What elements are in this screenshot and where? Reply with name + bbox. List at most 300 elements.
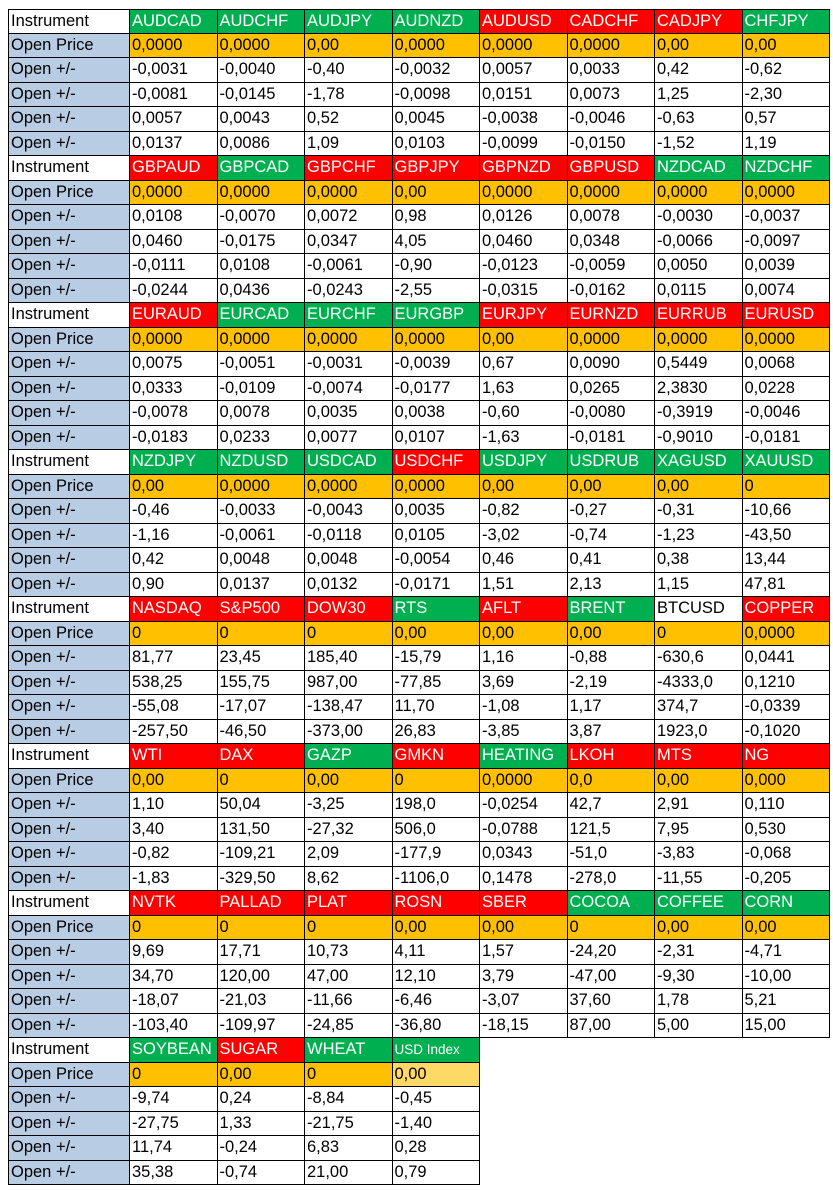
open-price-cell[interactable]: 0,0000 <box>393 328 481 353</box>
open-delta-cell[interactable]: -0,0123 <box>480 254 568 279</box>
open-price-cell[interactable]: 0,0000 <box>568 181 656 206</box>
open-delta-cell[interactable]: -0,0051 <box>218 352 306 377</box>
open-price-cell[interactable]: 0,0000 <box>743 328 831 353</box>
open-delta-cell[interactable]: 34,70 <box>130 965 218 990</box>
open-delta-cell[interactable]: -0,88 <box>568 646 656 671</box>
open-delta-cell[interactable]: -0,0788 <box>480 818 568 843</box>
open-delta-cell[interactable]: -0,0181 <box>568 426 656 451</box>
instrument-name-cell[interactable]: ROSN <box>393 891 481 916</box>
instrument-name-cell[interactable]: PLAT <box>305 891 393 916</box>
open-price-cell[interactable]: 0,0000 <box>130 34 218 59</box>
instrument-name-cell[interactable]: AFLT <box>480 597 568 622</box>
open-delta-cell[interactable]: 42,7 <box>568 793 656 818</box>
open-delta-cell[interactable]: -0,0177 <box>393 377 481 402</box>
open-delta-cell[interactable]: -4333,0 <box>655 671 743 696</box>
open-delta-cell[interactable]: -0,0109 <box>218 377 306 402</box>
open-delta-cell[interactable]: -0,0059 <box>568 254 656 279</box>
instrument-name-cell[interactable]: NZDUSD <box>218 450 306 475</box>
open-price-cell[interactable]: 0 <box>130 916 218 941</box>
open-delta-cell[interactable]: -1,16 <box>130 524 218 549</box>
instrument-name-cell[interactable]: NZDCAD <box>655 156 743 181</box>
open-price-cell[interactable]: 0,0000 <box>305 328 393 353</box>
open-delta-cell[interactable]: 0,5449 <box>655 352 743 377</box>
open-delta-cell[interactable]: 506,0 <box>393 818 481 843</box>
open-delta-cell[interactable]: -278,0 <box>568 867 656 892</box>
instrument-name-cell[interactable]: BTCUSD <box>655 597 743 622</box>
open-delta-cell[interactable]: 0,98 <box>393 205 481 230</box>
open-delta-cell[interactable]: 0,0078 <box>218 401 306 426</box>
open-delta-cell[interactable]: 37,60 <box>568 989 656 1014</box>
open-delta-cell[interactable]: 0,0038 <box>393 401 481 426</box>
instrument-name-cell[interactable]: USDRUB <box>568 450 656 475</box>
instrument-name-cell[interactable]: NZDJPY <box>130 450 218 475</box>
open-price-cell[interactable]: 0,0000 <box>743 622 831 647</box>
open-delta-cell[interactable]: 0,0265 <box>568 377 656 402</box>
open-delta-cell[interactable]: -0,0150 <box>568 132 656 157</box>
open-delta-cell[interactable]: 987,00 <box>305 671 393 696</box>
instrument-name-cell[interactable]: GBPJPY <box>393 156 481 181</box>
instrument-name-cell[interactable]: HEATING <box>480 744 568 769</box>
open-delta-cell[interactable]: 121,5 <box>568 818 656 843</box>
open-price-cell[interactable]: 0 <box>305 916 393 941</box>
open-price-cell[interactable]: 0,0000 <box>393 34 481 59</box>
open-delta-cell[interactable]: 2,13 <box>568 573 656 598</box>
open-delta-cell[interactable]: -0,0078 <box>130 401 218 426</box>
open-price-cell[interactable]: 0,00 <box>218 1063 306 1088</box>
open-delta-cell[interactable]: 185,40 <box>305 646 393 671</box>
open-delta-cell[interactable]: -0,0043 <box>305 499 393 524</box>
open-delta-cell[interactable]: -0,0315 <box>480 279 568 304</box>
instrument-name-cell[interactable]: SBER <box>480 891 568 916</box>
open-delta-cell[interactable]: -0,0111 <box>130 254 218 279</box>
open-delta-cell[interactable]: 538,25 <box>130 671 218 696</box>
open-delta-cell[interactable]: 7,95 <box>655 818 743 843</box>
open-price-cell[interactable]: 0,000 <box>743 769 831 794</box>
open-delta-cell[interactable]: -24,20 <box>568 940 656 965</box>
open-price-cell[interactable]: 0,00 <box>393 181 481 206</box>
open-delta-cell[interactable]: -0,0061 <box>305 254 393 279</box>
open-delta-cell[interactable]: -630,6 <box>655 646 743 671</box>
open-delta-cell[interactable]: -0,0040 <box>218 58 306 83</box>
open-delta-cell[interactable]: -0,0031 <box>130 58 218 83</box>
open-delta-cell[interactable]: 0,0108 <box>130 205 218 230</box>
instrument-name-cell[interactable]: CORN <box>743 891 831 916</box>
open-price-cell[interactable]: 0,00 <box>480 916 568 941</box>
open-delta-cell[interactable]: 0,0057 <box>130 107 218 132</box>
open-delta-cell[interactable]: -0,068 <box>743 842 831 867</box>
open-delta-cell[interactable]: 6,83 <box>305 1136 393 1161</box>
open-delta-cell[interactable]: 4,11 <box>393 940 481 965</box>
open-delta-cell[interactable]: 0,0460 <box>480 230 568 255</box>
open-delta-cell[interactable]: -2,55 <box>393 279 481 304</box>
open-delta-cell[interactable]: 0,0151 <box>480 83 568 108</box>
open-delta-cell[interactable]: 0,0460 <box>130 230 218 255</box>
instrument-name-cell[interactable]: WHEAT <box>305 1038 393 1063</box>
open-price-cell[interactable]: 0,00 <box>130 475 218 500</box>
instrument-name-cell[interactable]: SOYBEAN <box>130 1038 218 1063</box>
open-delta-cell[interactable]: -17,07 <box>218 695 306 720</box>
open-delta-cell[interactable]: 0,0039 <box>743 254 831 279</box>
open-delta-cell[interactable]: 0,0048 <box>305 548 393 573</box>
open-price-cell[interactable]: 0,0000 <box>305 475 393 500</box>
open-delta-cell[interactable]: 0,0137 <box>218 573 306 598</box>
instrument-name-cell[interactable]: EURCHF <box>305 303 393 328</box>
open-delta-cell[interactable]: -0,0181 <box>743 426 831 451</box>
open-delta-cell[interactable]: -0,0081 <box>130 83 218 108</box>
open-delta-cell[interactable]: 5,00 <box>655 1014 743 1039</box>
open-delta-cell[interactable]: 198,0 <box>393 793 481 818</box>
instrument-name-cell[interactable]: CHFJPY <box>743 9 831 34</box>
open-delta-cell[interactable]: 0,0086 <box>218 132 306 157</box>
open-delta-cell[interactable]: 0,0033 <box>568 58 656 83</box>
open-delta-cell[interactable]: 17,71 <box>218 940 306 965</box>
open-delta-cell[interactable]: -0,0080 <box>568 401 656 426</box>
open-delta-cell[interactable]: 0,0090 <box>568 352 656 377</box>
open-price-cell[interactable]: 0 <box>305 622 393 647</box>
open-delta-cell[interactable]: 23,45 <box>218 646 306 671</box>
open-delta-cell[interactable]: 0,0105 <box>393 524 481 549</box>
open-delta-cell[interactable]: -0,0061 <box>218 524 306 549</box>
open-delta-cell[interactable]: 1,19 <box>743 132 831 157</box>
open-delta-cell[interactable]: 87,00 <box>568 1014 656 1039</box>
open-delta-cell[interactable]: 0,0050 <box>655 254 743 279</box>
instrument-name-cell[interactable]: MTS <box>655 744 743 769</box>
open-delta-cell[interactable]: -36,80 <box>393 1014 481 1039</box>
open-delta-cell[interactable]: -21,75 <box>305 1112 393 1137</box>
open-price-cell[interactable]: 0,0000 <box>218 475 306 500</box>
open-delta-cell[interactable]: -0,0099 <box>480 132 568 157</box>
open-delta-cell[interactable]: 0,38 <box>655 548 743 573</box>
open-delta-cell[interactable]: 0,530 <box>743 818 831 843</box>
open-delta-cell[interactable]: 0,0103 <box>393 132 481 157</box>
open-delta-cell[interactable]: 0,0107 <box>393 426 481 451</box>
open-price-cell[interactable]: 0,0000 <box>130 328 218 353</box>
instrument-name-cell[interactable]: RTS <box>393 597 481 622</box>
open-delta-cell[interactable]: 0,0348 <box>568 230 656 255</box>
open-delta-cell[interactable]: -177,9 <box>393 842 481 867</box>
open-delta-cell[interactable]: 50,04 <box>218 793 306 818</box>
open-delta-cell[interactable]: -77,85 <box>393 671 481 696</box>
open-delta-cell[interactable]: -0,31 <box>655 499 743 524</box>
open-delta-cell[interactable]: -0,0038 <box>480 107 568 132</box>
open-delta-cell[interactable]: 0,0228 <box>743 377 831 402</box>
open-price-cell[interactable]: 0,0000 <box>218 328 306 353</box>
instrument-name-cell[interactable]: NASDAQ <box>130 597 218 622</box>
open-delta-cell[interactable]: 1,33 <box>218 1112 306 1137</box>
open-delta-cell[interactable]: -51,0 <box>568 842 656 867</box>
open-delta-cell[interactable]: 1,78 <box>655 989 743 1014</box>
open-delta-cell[interactable]: 0,0108 <box>218 254 306 279</box>
open-delta-cell[interactable]: 0,0233 <box>218 426 306 451</box>
open-delta-cell[interactable]: -0,74 <box>568 524 656 549</box>
instrument-name-cell[interactable]: WTI <box>130 744 218 769</box>
open-price-cell[interactable]: 0,0000 <box>480 769 568 794</box>
open-delta-cell[interactable]: 11,70 <box>393 695 481 720</box>
open-delta-cell[interactable]: 21,00 <box>305 1161 393 1186</box>
instrument-name-cell[interactable]: DOW30 <box>305 597 393 622</box>
open-price-cell[interactable]: 0 <box>218 916 306 941</box>
open-delta-cell[interactable]: 0,42 <box>655 58 743 83</box>
open-delta-cell[interactable]: -1,63 <box>480 426 568 451</box>
open-delta-cell[interactable]: -1,78 <box>305 83 393 108</box>
instrument-name-cell[interactable]: AUDNZD <box>393 9 481 34</box>
open-delta-cell[interactable]: 0,0436 <box>218 279 306 304</box>
instrument-name-cell[interactable]: NVTK <box>130 891 218 916</box>
open-delta-cell[interactable]: -257,50 <box>130 720 218 745</box>
open-delta-cell[interactable]: -103,40 <box>130 1014 218 1039</box>
open-price-cell[interactable]: 0 <box>568 916 656 941</box>
open-price-cell[interactable]: 0,0000 <box>218 181 306 206</box>
open-delta-cell[interactable]: 0,0068 <box>743 352 831 377</box>
instrument-name-cell[interactable]: GBPCAD <box>218 156 306 181</box>
open-delta-cell[interactable]: 3,69 <box>480 671 568 696</box>
open-delta-cell[interactable]: -0,0074 <box>305 377 393 402</box>
open-delta-cell[interactable]: -0,62 <box>743 58 831 83</box>
open-delta-cell[interactable]: -0,0183 <box>130 426 218 451</box>
instrument-name-cell[interactable]: XAUUSD <box>743 450 831 475</box>
instrument-name-cell[interactable]: EURAUD <box>130 303 218 328</box>
instrument-name-cell[interactable]: CADJPY <box>655 9 743 34</box>
open-delta-cell[interactable]: -0,0039 <box>393 352 481 377</box>
open-delta-cell[interactable]: 0,41 <box>568 548 656 573</box>
open-delta-cell[interactable]: 0,0115 <box>655 279 743 304</box>
open-price-cell[interactable]: 0,0000 <box>743 181 831 206</box>
open-delta-cell[interactable]: 10,73 <box>305 940 393 965</box>
open-delta-cell[interactable]: 120,00 <box>218 965 306 990</box>
instrument-name-cell[interactable]: USDJPY <box>480 450 568 475</box>
instrument-name-cell[interactable]: S&P500 <box>218 597 306 622</box>
open-delta-cell[interactable]: -18,15 <box>480 1014 568 1039</box>
open-delta-cell[interactable]: -15,79 <box>393 646 481 671</box>
open-delta-cell[interactable]: 0,90 <box>130 573 218 598</box>
open-delta-cell[interactable]: -2,30 <box>743 83 831 108</box>
open-delta-cell[interactable]: 12,10 <box>393 965 481 990</box>
open-delta-cell[interactable]: -0,3919 <box>655 401 743 426</box>
open-delta-cell[interactable]: -0,60 <box>480 401 568 426</box>
open-delta-cell[interactable]: 3,87 <box>568 720 656 745</box>
open-price-cell[interactable]: 0,00 <box>568 475 656 500</box>
open-delta-cell[interactable]: -2,19 <box>568 671 656 696</box>
open-delta-cell[interactable]: -0,27 <box>568 499 656 524</box>
open-delta-cell[interactable]: -21,03 <box>218 989 306 1014</box>
open-delta-cell[interactable]: 0,0035 <box>393 499 481 524</box>
open-delta-cell[interactable]: 0,0045 <box>393 107 481 132</box>
open-delta-cell[interactable]: -27,32 <box>305 818 393 843</box>
open-delta-cell[interactable]: 0,46 <box>480 548 568 573</box>
open-delta-cell[interactable]: 1,10 <box>130 793 218 818</box>
open-delta-cell[interactable]: -0,0037 <box>743 205 831 230</box>
open-delta-cell[interactable]: 0,67 <box>480 352 568 377</box>
open-delta-cell[interactable]: 26,83 <box>393 720 481 745</box>
open-delta-cell[interactable]: -0,0033 <box>218 499 306 524</box>
instrument-name-cell[interactable]: PALLAD <box>218 891 306 916</box>
open-delta-cell[interactable]: -3,07 <box>480 989 568 1014</box>
open-delta-cell[interactable]: -55,08 <box>130 695 218 720</box>
open-delta-cell[interactable]: -3,85 <box>480 720 568 745</box>
open-delta-cell[interactable]: -0,24 <box>218 1136 306 1161</box>
instrument-name-cell[interactable]: XAGUSD <box>655 450 743 475</box>
open-delta-cell[interactable]: 0,79 <box>393 1161 481 1186</box>
open-delta-cell[interactable]: -27,75 <box>130 1112 218 1137</box>
open-delta-cell[interactable]: -0,0032 <box>393 58 481 83</box>
open-delta-cell[interactable]: -0,0046 <box>743 401 831 426</box>
open-delta-cell[interactable]: 155,75 <box>218 671 306 696</box>
open-price-cell[interactable]: 0,0000 <box>130 181 218 206</box>
open-delta-cell[interactable]: -1,40 <box>393 1112 481 1137</box>
open-delta-cell[interactable]: 0,1478 <box>480 867 568 892</box>
open-delta-cell[interactable]: 0,0078 <box>568 205 656 230</box>
open-delta-cell[interactable]: 3,40 <box>130 818 218 843</box>
open-price-cell[interactable]: 0,00 <box>480 622 568 647</box>
open-delta-cell[interactable]: -6,46 <box>393 989 481 1014</box>
instrument-name-cell[interactable]: GBPNZD <box>480 156 568 181</box>
open-delta-cell[interactable]: -0,0145 <box>218 83 306 108</box>
open-delta-cell[interactable]: 1,17 <box>568 695 656 720</box>
open-price-cell[interactable]: 0,00 <box>305 34 393 59</box>
instrument-name-cell[interactable]: USDCHF <box>393 450 481 475</box>
open-price-cell[interactable]: 0,00 <box>393 916 481 941</box>
open-delta-cell[interactable]: 13,44 <box>743 548 831 573</box>
open-delta-cell[interactable]: 2,3830 <box>655 377 743 402</box>
open-delta-cell[interactable]: 0,0043 <box>218 107 306 132</box>
open-delta-cell[interactable]: -11,55 <box>655 867 743 892</box>
open-delta-cell[interactable]: -24,85 <box>305 1014 393 1039</box>
instrument-name-cell[interactable]: AUDJPY <box>305 9 393 34</box>
instrument-name-cell[interactable]: GBPCHF <box>305 156 393 181</box>
open-delta-cell[interactable]: -138,47 <box>305 695 393 720</box>
open-delta-cell[interactable]: -8,84 <box>305 1087 393 1112</box>
open-delta-cell[interactable]: 374,7 <box>655 695 743 720</box>
open-delta-cell[interactable]: -0,0254 <box>480 793 568 818</box>
open-delta-cell[interactable]: -0,0243 <box>305 279 393 304</box>
open-price-cell[interactable]: 0,00 <box>655 34 743 59</box>
open-delta-cell[interactable]: 0,1210 <box>743 671 831 696</box>
open-delta-cell[interactable]: 0,0048 <box>218 548 306 573</box>
open-delta-cell[interactable]: 0,0072 <box>305 205 393 230</box>
open-price-cell[interactable]: 0 <box>393 769 481 794</box>
instrument-name-cell[interactable]: BRENT <box>568 597 656 622</box>
instrument-name-cell[interactable]: SUGAR <box>218 1038 306 1063</box>
open-delta-cell[interactable]: -0,46 <box>130 499 218 524</box>
open-price-cell[interactable]: 0 <box>130 1063 218 1088</box>
open-delta-cell[interactable]: 0,0057 <box>480 58 568 83</box>
open-delta-cell[interactable]: -0,0066 <box>655 230 743 255</box>
open-delta-cell[interactable]: 1923,0 <box>655 720 743 745</box>
open-delta-cell[interactable]: -4,71 <box>743 940 831 965</box>
open-delta-cell[interactable]: 4,05 <box>393 230 481 255</box>
open-price-cell[interactable]: 0,0000 <box>480 34 568 59</box>
open-delta-cell[interactable]: -1,23 <box>655 524 743 549</box>
open-delta-cell[interactable]: -1106,0 <box>393 867 481 892</box>
open-delta-cell[interactable]: 0,0035 <box>305 401 393 426</box>
open-delta-cell[interactable]: 1,16 <box>480 646 568 671</box>
open-price-cell[interactable]: 0 <box>655 622 743 647</box>
instrument-name-cell[interactable]: AUDCAD <box>130 9 218 34</box>
instrument-name-cell[interactable]: AUDUSD <box>480 9 568 34</box>
open-delta-cell[interactable]: -3,25 <box>305 793 393 818</box>
open-delta-cell[interactable]: -0,82 <box>130 842 218 867</box>
open-price-cell[interactable]: 0,00 <box>655 916 743 941</box>
instrument-name-cell[interactable]: NG <box>743 744 831 769</box>
instrument-name-cell[interactable]: GBPUSD <box>568 156 656 181</box>
open-delta-cell[interactable]: -1,08 <box>480 695 568 720</box>
open-delta-cell[interactable]: 2,09 <box>305 842 393 867</box>
open-delta-cell[interactable]: 47,81 <box>743 573 831 598</box>
open-price-cell[interactable]: 0,0000 <box>305 181 393 206</box>
open-delta-cell[interactable]: 0,0126 <box>480 205 568 230</box>
open-delta-cell[interactable]: -0,0070 <box>218 205 306 230</box>
open-delta-cell[interactable]: -47,00 <box>568 965 656 990</box>
open-price-cell[interactable]: 0 <box>218 769 306 794</box>
instrument-name-cell[interactable]: EURUSD <box>743 303 831 328</box>
instrument-name-cell[interactable]: EURJPY <box>480 303 568 328</box>
open-delta-cell[interactable]: -3,02 <box>480 524 568 549</box>
open-price-cell[interactable]: 0,0000 <box>568 328 656 353</box>
instrument-name-cell[interactable]: USDCAD <box>305 450 393 475</box>
open-delta-cell[interactable]: -0,0244 <box>130 279 218 304</box>
open-delta-cell[interactable]: -0,82 <box>480 499 568 524</box>
open-delta-cell[interactable]: 8,62 <box>305 867 393 892</box>
open-price-cell[interactable]: 0,0000 <box>655 328 743 353</box>
open-delta-cell[interactable]: 5,21 <box>743 989 831 1014</box>
open-price-cell[interactable]: 0,00 <box>568 622 656 647</box>
open-delta-cell[interactable]: -0,0162 <box>568 279 656 304</box>
open-delta-cell[interactable]: 0,0075 <box>130 352 218 377</box>
open-price-cell[interactable]: 0,00 <box>743 916 831 941</box>
instrument-name-cell[interactable]: GAZP <box>305 744 393 769</box>
open-price-cell[interactable]: 0,00 <box>480 475 568 500</box>
open-delta-cell[interactable]: -46,50 <box>218 720 306 745</box>
instrument-name-cell[interactable]: LKOH <box>568 744 656 769</box>
open-delta-cell[interactable]: -10,66 <box>743 499 831 524</box>
open-delta-cell[interactable]: 0,0343 <box>480 842 568 867</box>
open-delta-cell[interactable]: -0,90 <box>393 254 481 279</box>
open-delta-cell[interactable]: 0,0074 <box>743 279 831 304</box>
open-price-cell[interactable]: 0,00 <box>305 769 393 794</box>
open-delta-cell[interactable]: 9,69 <box>130 940 218 965</box>
open-delta-cell[interactable]: 0,0073 <box>568 83 656 108</box>
open-delta-cell[interactable]: 0,0132 <box>305 573 393 598</box>
open-delta-cell[interactable]: -1,83 <box>130 867 218 892</box>
open-delta-cell[interactable]: 1,25 <box>655 83 743 108</box>
open-delta-cell[interactable]: 0,0333 <box>130 377 218 402</box>
open-delta-cell[interactable]: -0,0118 <box>305 524 393 549</box>
open-delta-cell[interactable]: -1,52 <box>655 132 743 157</box>
open-delta-cell[interactable]: -0,0171 <box>393 573 481 598</box>
instrument-name-cell[interactable]: AUDCHF <box>218 9 306 34</box>
open-delta-cell[interactable]: 0,0347 <box>305 230 393 255</box>
open-price-cell[interactable]: 0 <box>743 475 831 500</box>
open-delta-cell[interactable]: -11,66 <box>305 989 393 1014</box>
open-delta-cell[interactable]: -0,40 <box>305 58 393 83</box>
open-delta-cell[interactable]: 0,42 <box>130 548 218 573</box>
instrument-name-cell[interactable]: NZDCHF <box>743 156 831 181</box>
open-delta-cell[interactable]: -0,74 <box>218 1161 306 1186</box>
instrument-name-cell[interactable]: EURGBP <box>393 303 481 328</box>
open-price-cell[interactable]: 0,00 <box>393 622 481 647</box>
instrument-name-cell[interactable]: COCOA <box>568 891 656 916</box>
open-delta-cell[interactable]: 0,24 <box>218 1087 306 1112</box>
instrument-name-cell[interactable]: USD Index <box>393 1038 481 1063</box>
open-delta-cell[interactable]: -0,0175 <box>218 230 306 255</box>
open-price-cell[interactable]: 0,0000 <box>568 34 656 59</box>
open-delta-cell[interactable]: 0,0441 <box>743 646 831 671</box>
open-delta-cell[interactable]: -109,97 <box>218 1014 306 1039</box>
open-delta-cell[interactable]: -109,21 <box>218 842 306 867</box>
open-delta-cell[interactable]: 0,57 <box>743 107 831 132</box>
instrument-name-cell[interactable]: DAX <box>218 744 306 769</box>
open-delta-cell[interactable]: -373,00 <box>305 720 393 745</box>
